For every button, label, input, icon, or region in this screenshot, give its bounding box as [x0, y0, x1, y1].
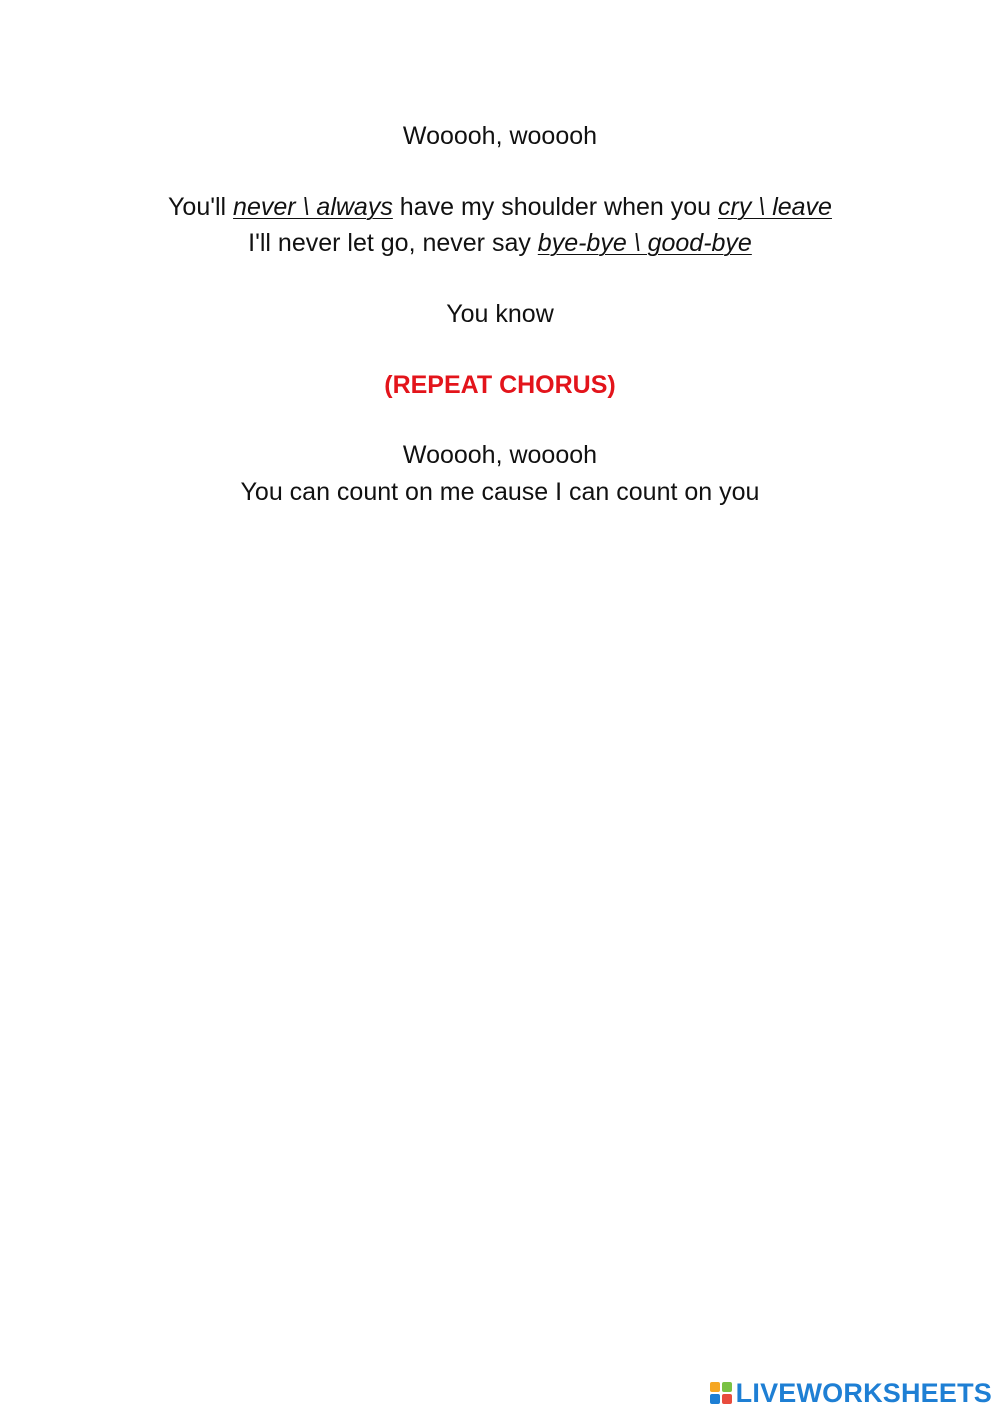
lyric-line-count-on-me: You can count on me cause I can count on you [240, 478, 760, 506]
choice-never-always[interactable]: never \ always [233, 193, 393, 221]
lyric-line-wooh-2: Wooooh, wooooh [402, 441, 598, 469]
liveworksheets-brand [710, 1378, 992, 1408]
lyric-line-wooh-1: Wooooh, wooooh [402, 122, 598, 150]
repeat-chorus-label: (REPEAT CHORUS) [384, 371, 616, 399]
lyric-text: You'll [168, 193, 234, 221]
choice-bye-goodbye[interactable]: bye-bye \ good-bye [537, 229, 752, 257]
lyric-line-you-know: You know [446, 300, 554, 328]
liveworksheets-logo-icon [710, 1382, 732, 1404]
choice-cry-leave[interactable]: cry \ leave [718, 193, 832, 221]
lyric-line-never-let-go [0, 228, 1000, 258]
lyric-text: have my shoulder when you [392, 193, 719, 221]
brand-name: LIVEWORKSHEETS [735, 1377, 992, 1408]
lyric-line-shoulder [0, 192, 1000, 222]
lyric-text: I'll never let go, never say [248, 229, 538, 257]
